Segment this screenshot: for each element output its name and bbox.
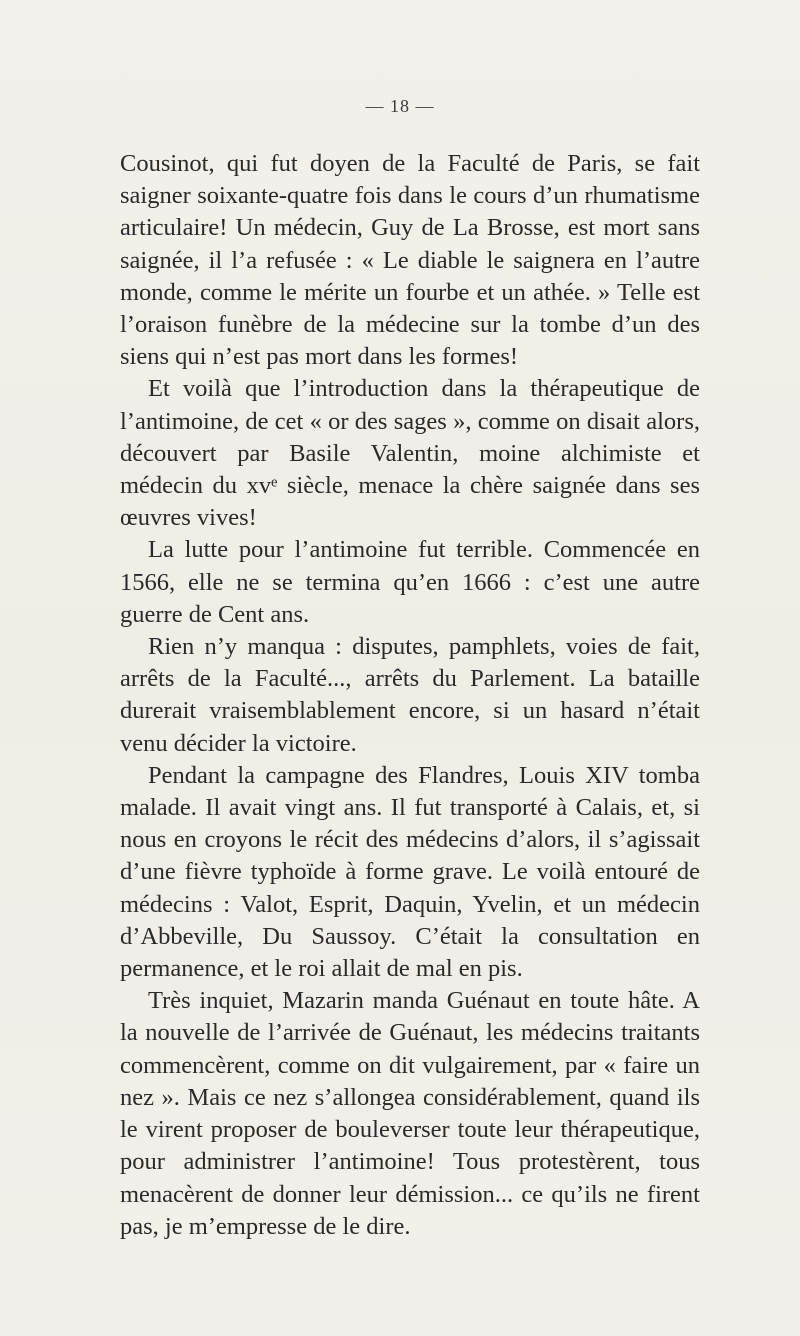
paragraph: La lutte pour l’antimoine fut terrible. Commencée en 1566, elle ne se termina qu’en 1666 : c’est une autre guerre de Cent ans.	[120, 536, 700, 628]
paragraph: Très inquiet, Mazarin manda Guénaut en toute hâte. A la nouvelle de l’arrivée de Guénaut, les médecins traitants commencèrent, comme on dit vulgairement, par « faire un nez ». Mais ce nez s’allongea considérablement, quand ils le virent proposer de bouleverser toute leur thérapeutique, pour administrer l’antimoine! Tous protestèrent, tous menacèrent de donner leur démission... ce qu’ils ne firent pas, je m’empresse de le dire.	[120, 987, 700, 1240]
paragraph: Pendant la campagne des Flandres, Louis XIV tomba malade. Il avait vingt ans. Il fut transporté à Calais, et, si nous en croyons le récit des médecins d’alors, il s’agissait d’une fièvre typhoïde à forme grave. Le voilà entouré de médecins : Valot, Esprit, Daquin, Yvelin, et un médecin d’Abbeville, Du Saussoy. C’était la consultation en permanence, et le roi allait de mal en pis.	[120, 761, 700, 983]
paragraph: Et voilà que l’introduction dans la thérapeutique de l’antimoine, de cet « or des sages », comme on disait alors, découvert par Basile Valentin, moine alchimiste et médecin du xvᵉ siècle, menace la chère saignée dans ses œuvres vives!	[120, 375, 700, 532]
paragraph: Rien n’y manqua : disputes, pamphlets, voies de fait, arrêts de la Faculté..., arrêts du Parlement. La bataille durerait vraisemblablement encore, si un hasard n’était venu décider la victoire.	[120, 633, 700, 757]
page-number: — 18 —	[365, 96, 435, 116]
paragraph: Cousinot, qui fut doyen de la Faculté de Paris, se fait saigner soixante-quatre fois dans le cours d’un rhumatisme articulaire! Un médecin, Guy de La Brosse, est mort sans saignée, il l’a refusée : « Le diable le saignera en l’autre monde, comme le mérite un fourbe et un athée. » Telle est l’oraison funèbre de la médecine sur la tombe d’un des siens qui n’est pas mort dans les formes!	[120, 150, 700, 371]
body-text	[120, 148, 700, 1243]
